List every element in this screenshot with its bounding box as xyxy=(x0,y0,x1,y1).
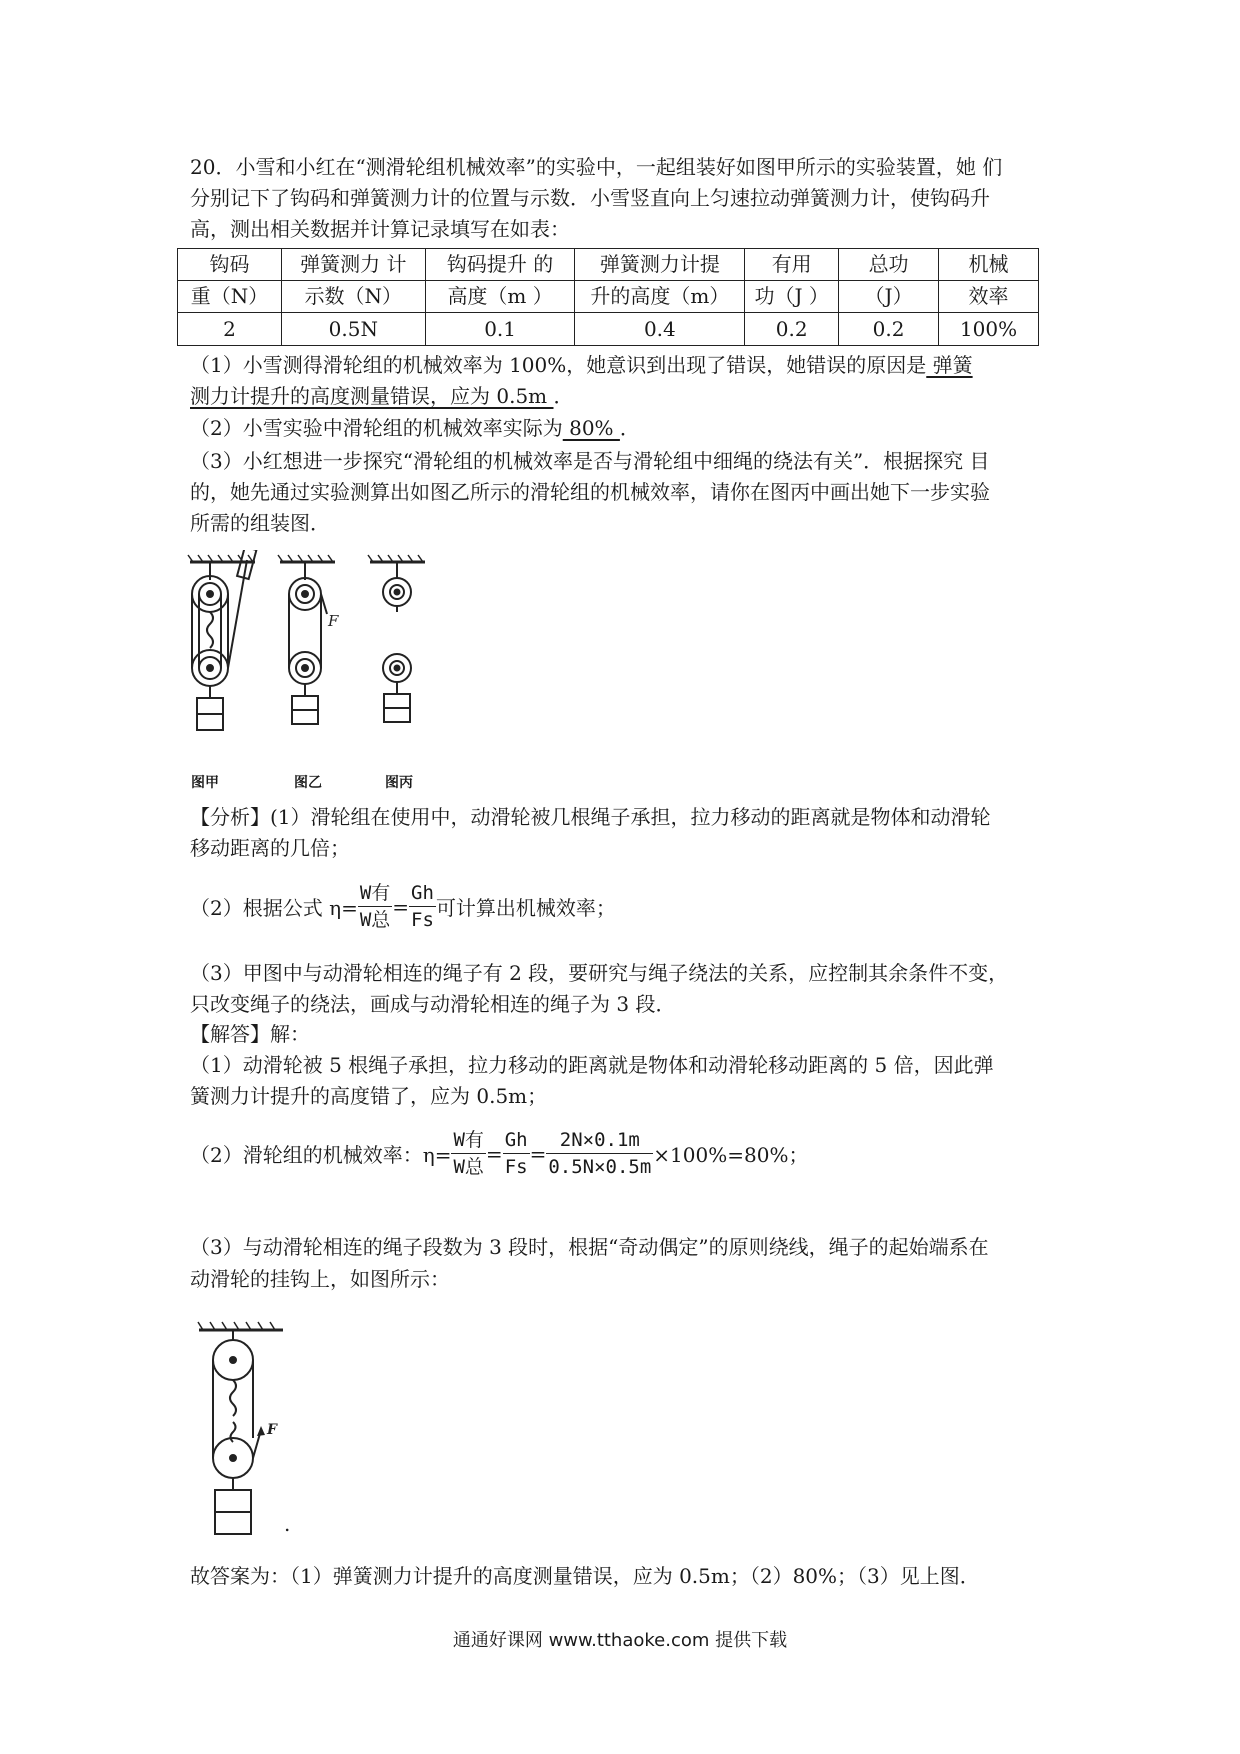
solution-pulley-figure xyxy=(195,1318,305,1544)
table-cell: 0.4 xyxy=(575,313,745,346)
fraction xyxy=(546,1127,653,1180)
table-header-cell: 机械 xyxy=(939,249,1039,281)
formula-suffix: 可计算出机械效率； xyxy=(435,896,616,920)
fraction-denominator: Fs xyxy=(504,1156,528,1178)
fraction xyxy=(358,880,392,933)
analysis-line-1: 【分析】(1）滑轮组在使用中，动滑轮被几根绳子承担，拉力移动的距离就是物体和动滑轮 xyxy=(190,805,991,829)
part-2-line xyxy=(190,413,640,443)
table-header-cell: 升的高度（m） xyxy=(575,281,745,313)
table-cell: 100% xyxy=(939,313,1039,346)
table-cell: 0.2 xyxy=(745,313,839,346)
part-2-end: ． xyxy=(619,416,640,440)
table-header-cell: 钩码提升 的 xyxy=(425,249,575,281)
fraction-denominator: 0.5N×0.5m xyxy=(548,1156,652,1178)
formula-suffix: ×100%=80%； xyxy=(653,1143,809,1167)
figure-label-yi: 图乙 xyxy=(294,775,322,791)
table-cell: 0.5N xyxy=(281,313,425,346)
table-header-cell: 弹簧测力计提 xyxy=(575,249,745,281)
part-1-line-2 xyxy=(190,381,574,411)
table-header-row-2 xyxy=(178,281,1039,313)
data-table xyxy=(177,248,1039,346)
part-1-answer-a: 弹簧 xyxy=(926,353,973,377)
table-cell: 2 xyxy=(178,313,282,346)
fraction-denominator: W总 xyxy=(453,1156,484,1178)
force-label: F xyxy=(328,612,339,630)
equals-sign: = xyxy=(529,1141,547,1166)
question-line-1: 20．小雪和小红在“测滑轮组机械效率”的实验中，一起组装好如图甲所示的实验装置，她 们 xyxy=(190,155,1003,179)
solution-formula xyxy=(190,1127,808,1180)
question-line-2: 分别记下了钩码和弹簧测力计的位置与示数．小雪竖直向上匀速拉动弹簧测力计，使钩码升 xyxy=(190,186,990,210)
fraction xyxy=(451,1127,485,1180)
part-1-line-1 xyxy=(190,350,973,380)
fraction-denominator: W总 xyxy=(359,909,391,931)
footer-credit: 通通好课网 www.tthaoke.com 提供下载 xyxy=(452,1630,788,1651)
analysis-line-3: （3）甲图中与动滑轮相连的绳子有 2 段，要研究与绳子绕法的关系，应控制其余条件不变， xyxy=(190,961,1009,985)
solution-line-3: （3）与动滑轮相连的绳子段数为 3 段时，根据“奇动偶定”的原则绕线，绳子的起始端系在 xyxy=(190,1235,989,1259)
analysis-line-4: 只改变绳子的绕法，画成与动滑轮相连的绳子为 3 段． xyxy=(190,992,676,1016)
table-cell: 0.1 xyxy=(425,313,575,346)
fraction xyxy=(409,880,436,933)
part-1-answer-b: 测力计提升的高度测量错误，应为 0.5m xyxy=(190,384,554,408)
equals-sign: = xyxy=(485,1141,503,1166)
table-header-cell: 总功 xyxy=(839,249,939,281)
part-3-line-2: 的，她先通过实验测算出如图乙所示的滑轮组的机械效率，请你在图丙中画出她下一步实验 xyxy=(190,480,990,504)
question-line-3: 高，测出相关数据并计算记录填写在如表： xyxy=(190,217,570,241)
figure-label-bing: 图丙 xyxy=(385,775,413,791)
figure-period: . xyxy=(284,1512,291,1536)
table-header-cell: 效率 xyxy=(939,281,1039,313)
fraction-numerator: Gh xyxy=(503,1127,530,1154)
analysis-formula xyxy=(190,880,616,933)
part-3-line-3: 所需的组装图． xyxy=(190,511,330,535)
fraction-numerator: W有 xyxy=(358,880,392,907)
equals-sign: = xyxy=(392,894,410,919)
fraction-numerator: 2N×0.1m xyxy=(546,1127,653,1154)
fraction-denominator: Fs xyxy=(411,909,434,931)
solution-line-1: （1）动滑轮被 5 根绳子承担，拉力移动的距离就是物体和动滑轮移动距离的 5 倍，因此弹 xyxy=(190,1053,994,1077)
figure-label-jia: 图甲 xyxy=(191,775,219,791)
table-header-cell: 弹簧测力 计 xyxy=(281,249,425,281)
table-cell: 0.2 xyxy=(839,313,939,346)
pulley-figures xyxy=(185,550,485,790)
fraction-numerator: W有 xyxy=(451,1127,485,1154)
table-header-cell: 重（N） xyxy=(178,281,282,313)
table-header-cell: （J） xyxy=(839,281,939,313)
table-header-cell: 高度（m ） xyxy=(425,281,575,313)
part-1-end: ． xyxy=(553,384,574,408)
formula-prefix: （2）根据公式 η= xyxy=(190,896,358,920)
final-answer: 故答案为：（1）弹簧测力计提升的高度测量错误，应为 0.5m；（2）80%；（3）见上图． xyxy=(190,1564,980,1588)
solution-line-4: 动滑轮的挂钩上，如图所示： xyxy=(190,1267,450,1291)
table-header-cell: 钩码 xyxy=(178,249,282,281)
part-2-text: （2）小雪实验中滑轮组的机械效率实际为 xyxy=(190,416,563,440)
table-header-cell: 示数（N） xyxy=(281,281,425,313)
solution-line-2: 簧测力计提升的高度错了，应为 0.5m； xyxy=(190,1084,548,1108)
analysis-line-2: 移动距离的几倍； xyxy=(190,836,350,860)
force-label: F xyxy=(267,1422,277,1438)
fraction-numerator: Gh xyxy=(409,880,436,907)
part-2-answer: 80% xyxy=(562,416,620,440)
part-1-text: （1）小雪测得滑轮组的机械效率为 100%，她意识到出现了错误，她错误的原因是 xyxy=(190,353,927,377)
fraction xyxy=(503,1127,530,1180)
formula-prefix: （2）滑轮组的机械效率：η= xyxy=(190,1143,452,1167)
part-3-line-1: （3）小红想进一步探究“滑轮组的机械效率是否与滑轮组中细绳的绕法有关”．根据探究 目 xyxy=(190,449,990,473)
table-header-cell: 功（J ） xyxy=(745,281,839,313)
solution-header: 【解答】解： xyxy=(190,1022,310,1046)
table-header-cell: 有用 xyxy=(745,249,839,281)
table-header-row-1 xyxy=(178,249,1039,281)
table-row xyxy=(178,313,1039,346)
